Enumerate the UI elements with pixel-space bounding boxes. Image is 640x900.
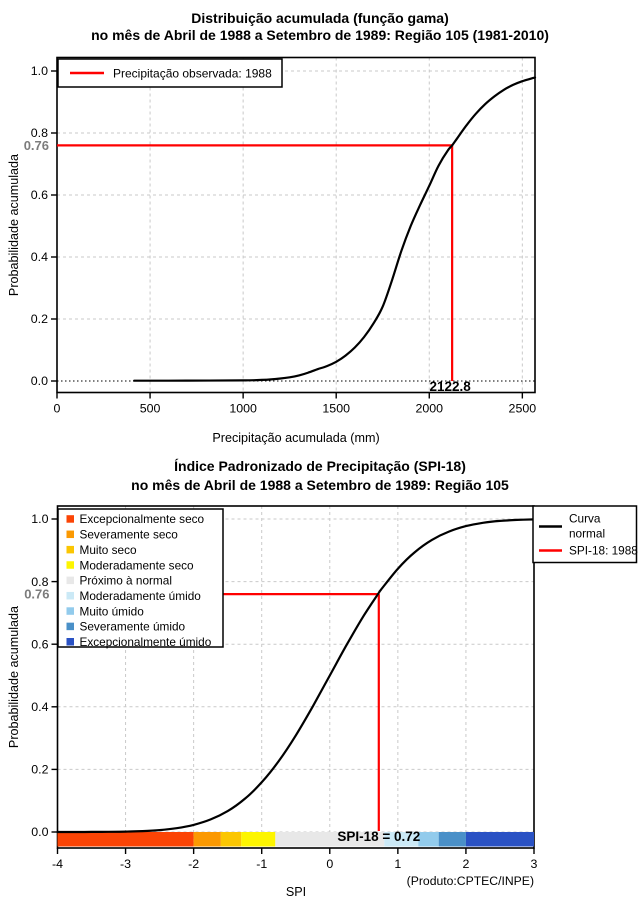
category-bar-segment (418, 832, 438, 847)
category-swatch (67, 546, 75, 554)
x-tick-label: -4 (51, 857, 64, 871)
product-credit: (Produto:CPTEC/INPE) (406, 874, 534, 888)
x-tick-label: 0 (326, 857, 334, 871)
y-tick-label: 0.8 (31, 574, 49, 589)
y-tick-label: 1.0 (31, 512, 49, 527)
x-tick-label: 2500 (508, 401, 537, 416)
chart-subtitle: no mês de Abril de 1988 a Setembro de 1989: Região 105 (1981-2010) (91, 27, 549, 43)
category-swatch (67, 607, 75, 615)
y-axis-label: Probabilidade acumulada (7, 153, 21, 297)
x-tick-label: 500 (139, 401, 161, 416)
category-label: Moderadamente seco (79, 558, 194, 573)
y-tick-label: 0.6 (31, 637, 49, 652)
y-tick-label: 0.2 (31, 762, 49, 777)
chart-title: Índice Padronizado de Precipitação (SPI-18) (174, 458, 466, 474)
y-tick-label: 1.0 (30, 64, 48, 79)
legend-lines (533, 506, 638, 563)
x-tick-label: 1 (394, 857, 402, 871)
category-label: Moderadamente úmido (79, 588, 201, 603)
marker-probability-label: 0.76 (24, 586, 50, 602)
category-swatch (67, 577, 75, 585)
y-tick-label: 0.0 (31, 825, 49, 840)
gamma-curve (134, 78, 535, 381)
category-swatch (67, 515, 75, 523)
x-axis-label: Precipitação acumulada (mm) (212, 431, 380, 445)
y-tick-label: 0.8 (30, 126, 48, 141)
x-tick-label: -2 (188, 857, 200, 871)
chart-title: Distribuição acumulada (função gama) (191, 10, 449, 26)
category-bar-segment (194, 832, 221, 847)
x-tick-label: 1500 (322, 401, 350, 416)
category-swatch (67, 561, 75, 569)
x-tick-label: 3 (530, 857, 538, 871)
plot-border (57, 58, 535, 393)
spi-chart (7, 458, 638, 899)
gamma-cdf-chart (7, 10, 549, 445)
category-swatch (67, 638, 75, 646)
category-swatch (67, 623, 75, 631)
category-swatch (67, 531, 75, 539)
category-bar-segment (466, 832, 534, 847)
category-label: Muito úmido (79, 604, 144, 619)
y-tick-label: 0.6 (30, 188, 48, 203)
category-label: Excepcionalmente úmido (79, 635, 212, 649)
spi-category-bar (58, 832, 535, 847)
x-tick-label: 2 (462, 857, 470, 871)
category-bar-segment (221, 832, 241, 847)
legend-entry-label: Precipitação observada: 1988 (113, 66, 272, 81)
category-label: Excepcionalmente seco (79, 512, 205, 527)
category-label: Severamente úmido (79, 619, 186, 634)
y-tick-label: 0.0 (30, 374, 48, 389)
category-label: Severamente seco (79, 527, 178, 542)
marker-precip-label: 2122.8 (429, 379, 471, 394)
category-label: Muito seco (79, 542, 137, 557)
legend-entry-label: normal (569, 526, 606, 541)
category-bar-segment (439, 832, 466, 847)
x-tick-label: 0 (53, 401, 61, 416)
legend-observed (58, 59, 282, 87)
category-label: Próximo à normal (79, 573, 172, 588)
legend-entry-label: Curva (569, 511, 601, 526)
spi-value-label: SPI-18 = 0.72 (337, 829, 421, 844)
category-swatch (67, 592, 75, 600)
y-axis-label: Probabilidade acumulada (7, 605, 21, 749)
marker-probability-label: 0.76 (23, 138, 49, 153)
y-tick-label: 0.4 (31, 700, 49, 714)
y-tick-label: 0.2 (30, 312, 48, 327)
legend-categories (58, 509, 223, 649)
x-tick-label: -1 (256, 857, 268, 871)
x-tick-label: 2000 (415, 401, 444, 416)
category-bar-segment (58, 832, 194, 847)
chart-subtitle: no mês de Abril de 1988 a Setembro de 1989: Região 105 (131, 477, 509, 493)
legend-entry-label: SPI-18: 1988 (569, 543, 638, 558)
x-tick-label: 1000 (229, 401, 257, 416)
x-axis-label: SPI (285, 885, 307, 899)
x-tick-label: -3 (120, 857, 132, 871)
y-tick-label: 0.4 (30, 250, 48, 265)
category-bar-segment (241, 832, 275, 847)
